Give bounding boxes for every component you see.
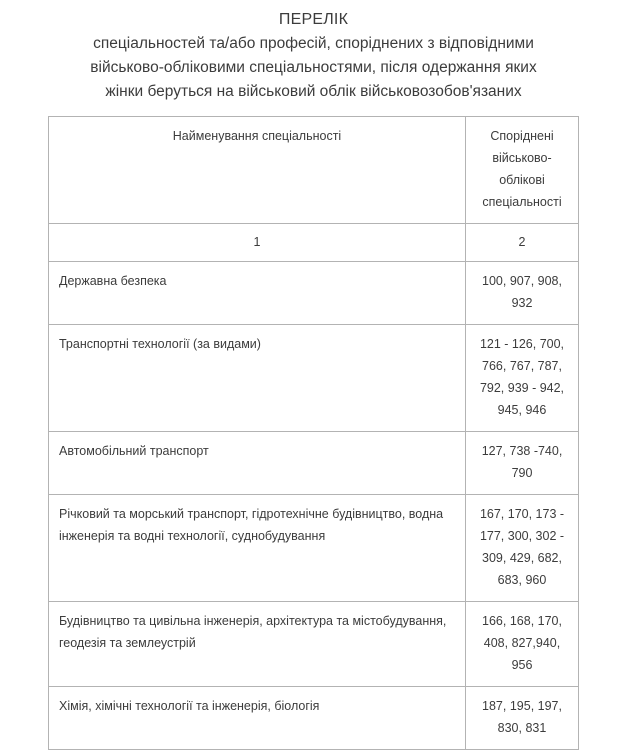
page-title: ПЕРЕЛІК	[278, 11, 349, 28]
specialty-name: Річковий та морський транспорт, гідротехнічне будівництво, водна інженерія та водні технології, суднобудування	[49, 495, 466, 602]
table-row	[49, 687, 579, 750]
column-header-related-codes-line-1: Споріднені	[490, 129, 554, 143]
column-number-1: 1	[49, 224, 466, 262]
table-row	[49, 495, 579, 602]
table-row	[49, 262, 579, 325]
related-codes: 127, 738 -740, 790	[466, 432, 579, 495]
specialty-name: Хімія, хімічні технології та інженерія, біологія	[49, 687, 466, 750]
specialty-name: Державна безпека	[49, 262, 466, 325]
specialties-table	[48, 116, 579, 750]
column-header-related-codes-line-3: облікові	[499, 173, 545, 187]
specialty-name: Транспортні технології (за видами)	[49, 325, 466, 432]
related-codes: 166, 168, 170, 408, 827,940, 956	[466, 602, 579, 687]
title-subtitle-line-1: спеціальностей та/або професій, споріднених з відповідними	[93, 35, 534, 52]
related-codes: 187, 195, 197, 830, 831	[466, 687, 579, 750]
specialty-name: Будівництво та цивільна інженерія, архітектура та містобудування, геодезія та землеустрій	[49, 602, 466, 687]
specialty-name: Автомобільний транспорт	[49, 432, 466, 495]
column-header-related-codes-line-2: військово-	[492, 151, 552, 165]
related-codes: 100, 907, 908, 932	[466, 262, 579, 325]
table-header-row	[49, 117, 579, 224]
column-number-2: 2	[466, 224, 579, 262]
column-header-related-codes	[466, 117, 579, 224]
column-header-related-codes-line-4: спеціальності	[482, 195, 562, 209]
title-subtitle-line-2: військово-обліковими спеціальностями, після одержання яких	[90, 59, 537, 76]
specialties-table-container	[48, 116, 578, 750]
column-header-specialty-name: Найменування спеціальності	[49, 117, 466, 224]
related-codes: 121 - 126, 700, 766, 767, 787, 792, 939 - 942, 945, 946	[466, 325, 579, 432]
related-codes: 167, 170, 173 - 177, 300, 302 - 309, 429, 682, 683, 960	[466, 495, 579, 602]
table-column-number-row	[49, 224, 579, 262]
table-row	[49, 325, 579, 432]
table-row	[49, 432, 579, 495]
table-row	[49, 602, 579, 687]
title-subtitle-line-3: жінки беруться на військовий облік військовозобов'язаних	[105, 83, 522, 100]
document-title-block	[0, 0, 627, 104]
